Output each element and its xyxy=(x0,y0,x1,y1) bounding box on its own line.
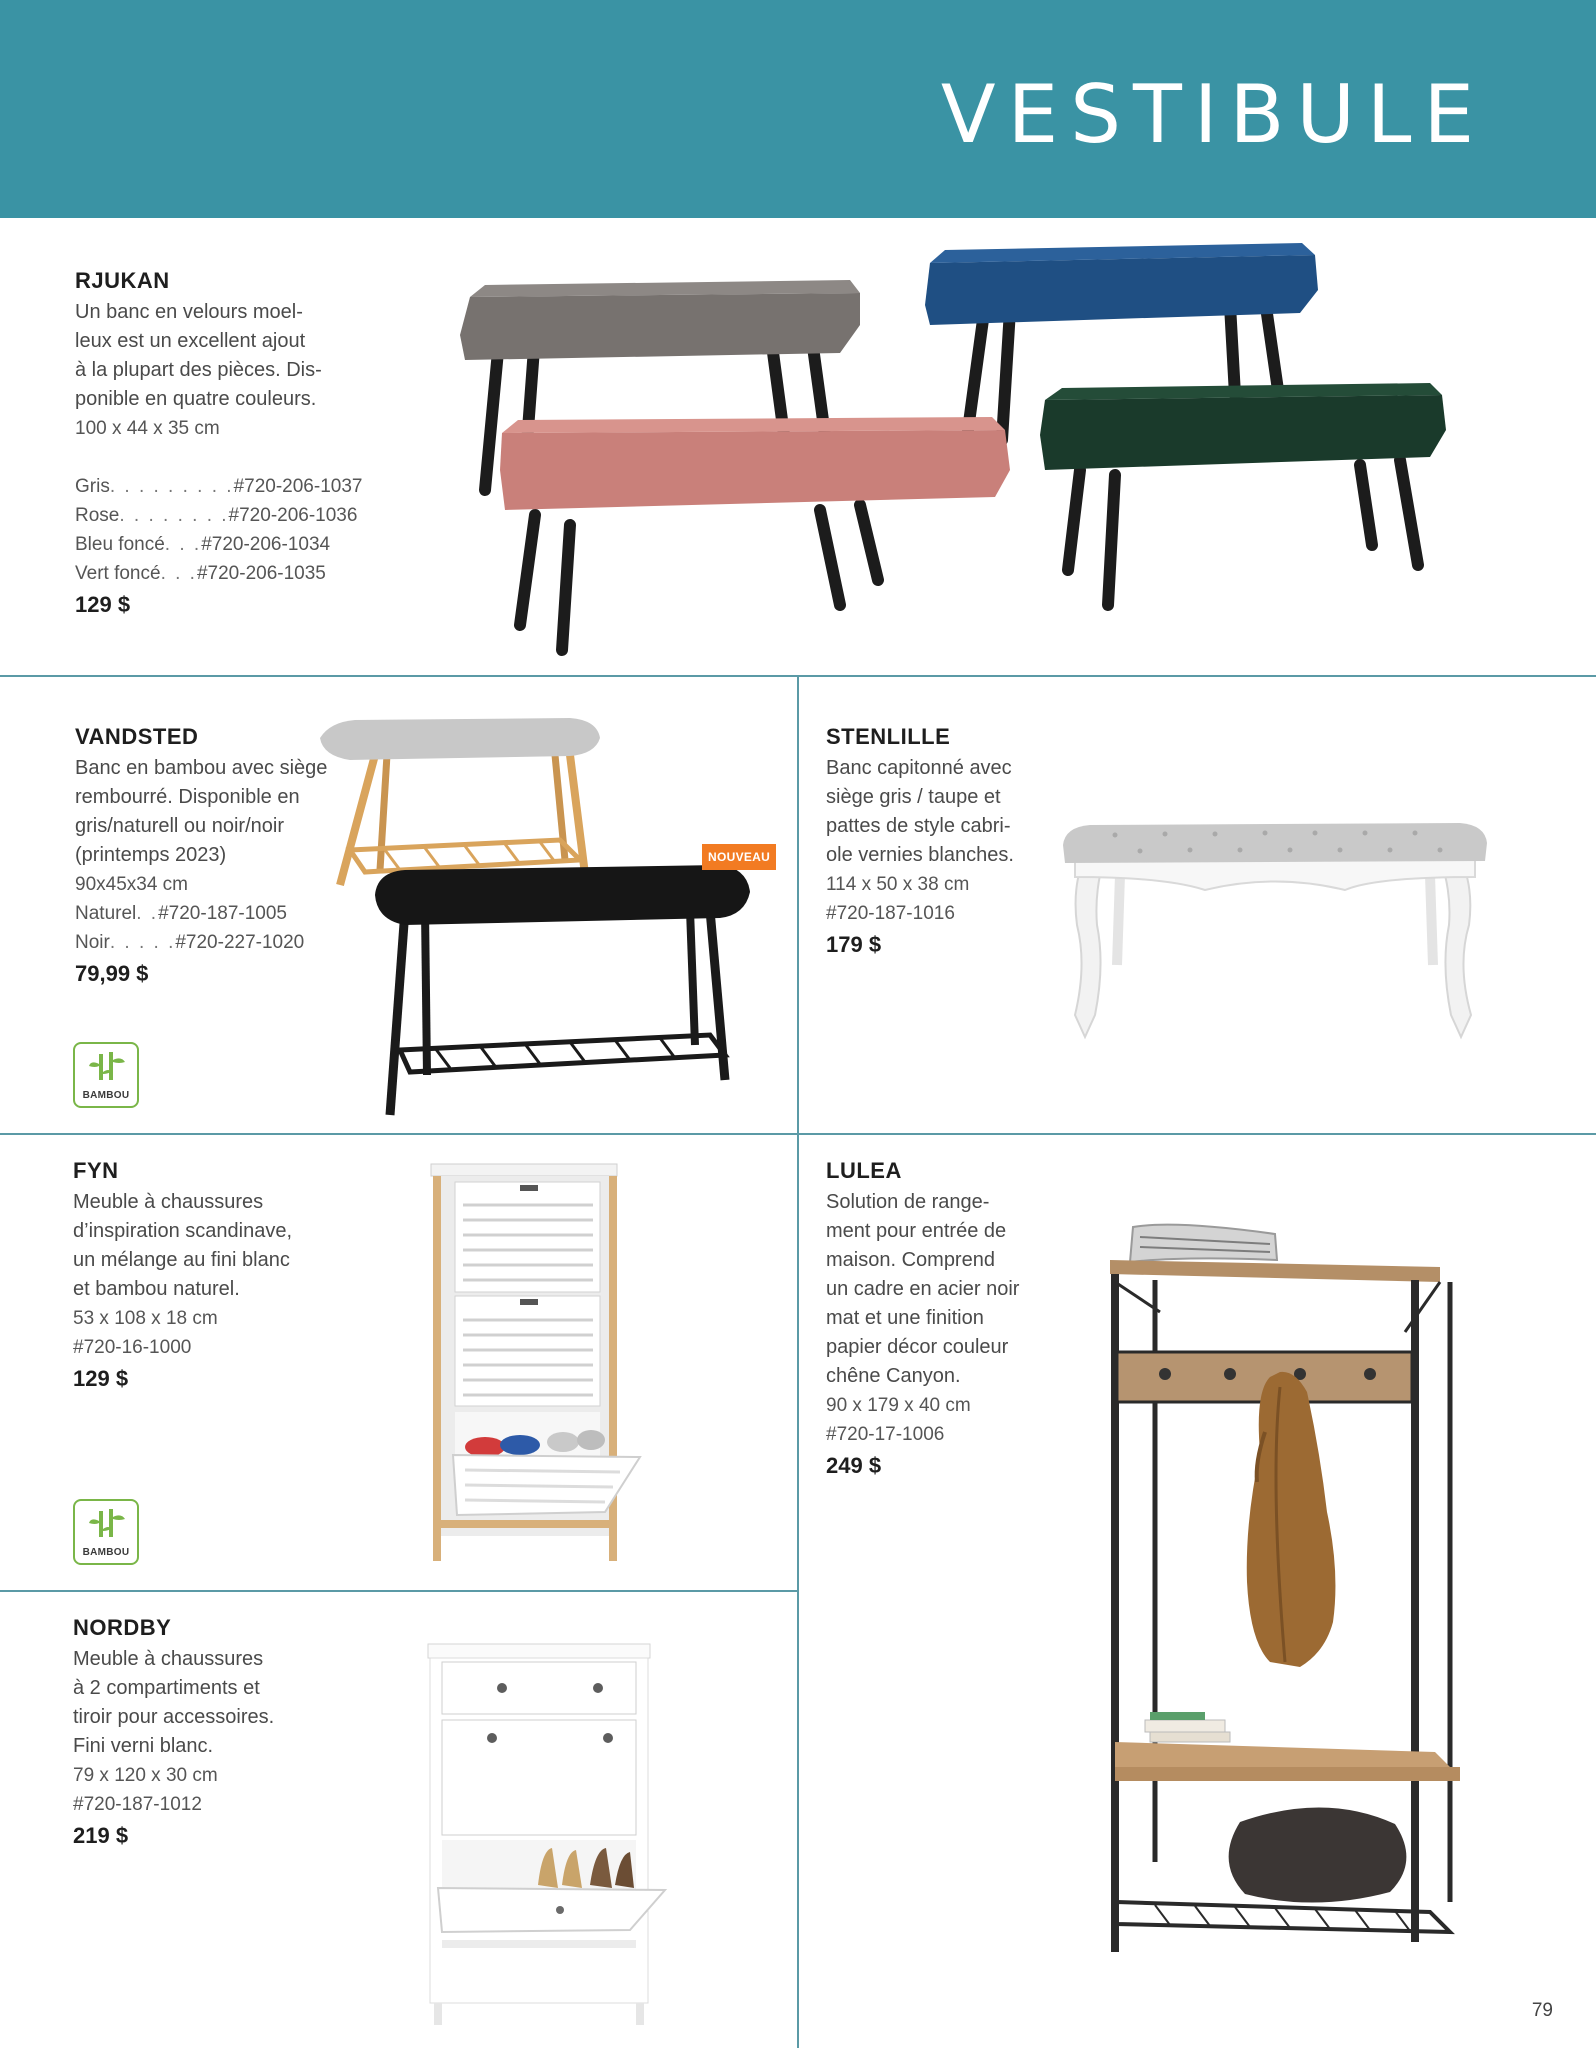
price: 129 $ xyxy=(73,1366,129,1391)
variant-sku: #720-206-1034 xyxy=(201,534,331,555)
variant-label: Vert foncé xyxy=(75,563,161,584)
product-name: VANDSTED xyxy=(75,724,199,749)
leader-dots: . . . . . . . . . xyxy=(109,476,234,497)
variant-label: Gris xyxy=(75,476,110,497)
bench-green xyxy=(1040,383,1446,605)
sku: #720-187-1016 xyxy=(826,903,955,924)
vandsted-benches-image xyxy=(315,710,785,1125)
product-name: STENLILLE xyxy=(826,724,951,749)
description-line: rembourré. Disponible en xyxy=(75,786,300,808)
variant-sku: #720-206-1037 xyxy=(233,476,363,497)
bench-pink xyxy=(500,417,1010,650)
bamboo-icon xyxy=(87,1050,127,1084)
nouveau-badge: NOUVEAU xyxy=(702,844,776,870)
stenlille-bench-image xyxy=(1045,815,1505,1050)
description-line: (printemps 2023) xyxy=(75,844,227,866)
price: 79,99 $ xyxy=(75,961,149,986)
badge-label: BAMBOU xyxy=(82,1090,130,1101)
badge-label: BAMBOU xyxy=(82,1547,130,1558)
description-line: siège gris / taupe et xyxy=(826,786,1001,808)
description-line: Solution de range- xyxy=(826,1191,990,1213)
description-line: leux est un excellent ajout xyxy=(75,330,306,352)
dimensions: 90 x 179 x 40 cm xyxy=(826,1395,971,1416)
description-line: Fini verni blanc. xyxy=(73,1735,214,1757)
variant-bleu-fonce xyxy=(75,530,375,559)
bambou-badge xyxy=(73,1042,139,1108)
page-title: VESTIBULE xyxy=(940,68,1486,161)
sku: #720-17-1006 xyxy=(826,1424,945,1445)
bench-bamboo xyxy=(320,718,600,890)
sku: #720-16-1000 xyxy=(73,1337,192,1358)
rjukan-benches-image xyxy=(440,225,1460,665)
price: 219 $ xyxy=(73,1823,129,1848)
variant-sku: #720-227-1020 xyxy=(175,932,305,953)
description-line: Meuble à chaussures xyxy=(73,1191,264,1213)
product-name: LULEA xyxy=(826,1158,902,1183)
dimensions: 79 x 120 x 30 cm xyxy=(73,1765,218,1786)
description-line: ole vernies blanches. xyxy=(826,844,1014,866)
description-line: Banc capitonné avec xyxy=(826,757,1012,779)
leader-dots: . . xyxy=(136,903,159,924)
bamboo-icon xyxy=(87,1507,127,1541)
lulea-hall-tree-image xyxy=(1095,1222,1470,1957)
variant-label: Noir xyxy=(75,932,110,953)
description-line: mat et une finition xyxy=(826,1307,984,1329)
product-name: FYN xyxy=(73,1158,119,1183)
description-line: ment pour entrée de xyxy=(826,1220,1007,1242)
sku: #720-187-1012 xyxy=(73,1794,202,1815)
product-name: RJUKAN xyxy=(75,268,170,293)
variant-vert-fonce xyxy=(75,559,375,588)
description-line: papier décor couleur xyxy=(826,1336,1009,1358)
leader-dots: . . . xyxy=(160,563,197,584)
description-line: Banc en bambou avec siège xyxy=(75,757,328,779)
description-line: pattes de style cabri- xyxy=(826,815,1011,837)
leader-dots: . . . . . . . . xyxy=(119,505,229,526)
product-rjukan xyxy=(75,268,375,618)
price: 129 $ xyxy=(75,592,131,617)
variant-sku: #720-206-1036 xyxy=(228,505,358,526)
description-line: Un banc en velours moel- xyxy=(75,301,303,323)
bench-black xyxy=(375,865,750,1115)
description-line: chêne Canyon. xyxy=(826,1365,961,1387)
divider-vertical xyxy=(797,676,799,2048)
product-fyn xyxy=(73,1158,373,1392)
divider-fyn xyxy=(0,1590,798,1592)
product-lulea xyxy=(826,1158,1126,1479)
variant-rose xyxy=(75,501,375,530)
bambou-badge xyxy=(73,1499,139,1565)
dimensions: 53 x 108 x 18 cm xyxy=(73,1308,218,1329)
variant-sku: #720-187-1005 xyxy=(158,903,287,924)
divider-row2 xyxy=(0,1133,1596,1135)
leader-dots: . . . . . xyxy=(109,932,176,953)
description-line: maison. Comprend xyxy=(826,1249,995,1271)
description-line: un cadre en acier noir xyxy=(826,1278,1020,1300)
dimensions: 114 x 50 x 38 cm xyxy=(826,874,970,895)
product-name: NORDBY xyxy=(73,1615,172,1640)
description-line: gris/naturell ou noir/noir xyxy=(75,815,284,837)
variant-label: Bleu foncé xyxy=(75,534,165,555)
variant-label: Rose xyxy=(75,505,120,526)
variant-sku: #720-206-1035 xyxy=(196,563,326,584)
price: 179 $ xyxy=(826,932,882,957)
description-line: à 2 compartiments et xyxy=(73,1677,260,1699)
description-line: d’inspiration scandinave, xyxy=(73,1220,293,1242)
variant-label: Naturel xyxy=(75,903,137,924)
price: 249 $ xyxy=(826,1453,882,1478)
description-line: un mélange au fini blanc xyxy=(73,1249,290,1271)
description-line: Meuble à chaussures xyxy=(73,1648,264,1670)
variant-gris xyxy=(75,472,375,501)
description-line: ponible en quatre couleurs. xyxy=(75,388,317,410)
description-line: tiroir pour accessoires. xyxy=(73,1706,275,1728)
description-line: et bambou naturel. xyxy=(73,1278,240,1300)
header-banner xyxy=(0,0,1596,218)
leader-dots: . . . xyxy=(164,534,202,555)
dimensions: 100 x 44 x 35 cm xyxy=(75,418,220,439)
description-line: à la plupart des pièces. Dis- xyxy=(75,359,322,381)
product-nordby xyxy=(73,1615,373,1849)
fyn-cabinet-image xyxy=(425,1160,650,1570)
dimensions: 90x45x34 cm xyxy=(75,874,189,895)
nordby-cabinet-image xyxy=(420,1640,675,2030)
page-number: 79 xyxy=(1531,2000,1553,2021)
